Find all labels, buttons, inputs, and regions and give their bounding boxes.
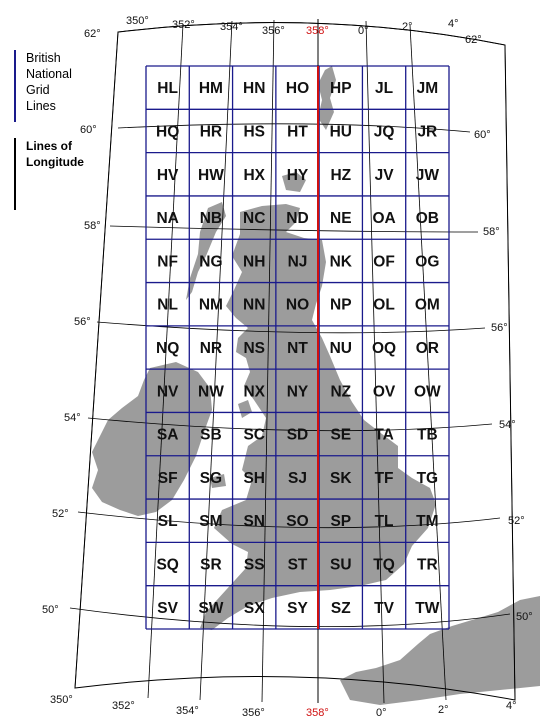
legend-longitude-line-1: Lines of [26, 139, 73, 153]
grid-square-sc: SC [243, 426, 265, 444]
land-isle-of-man [238, 400, 252, 418]
grid-square-tl: TL [374, 513, 394, 531]
grid-square-om: OM [414, 296, 440, 314]
lon-label-bottom: 356° [242, 707, 265, 719]
grid-square-nw: NW [198, 383, 224, 401]
grid-square-ny: NY [286, 383, 309, 401]
grid-square-or: OR [415, 340, 439, 357]
lon-label-top: 350° [126, 15, 149, 27]
grid-square-hr: HR [199, 123, 223, 141]
grid-square-tw: TW [415, 599, 440, 617]
grid-square-sq: SQ [156, 556, 179, 574]
grid-square-st: ST [287, 556, 308, 574]
lat-label-right: 50° [516, 611, 533, 623]
grid-square-tv: TV [374, 599, 394, 617]
grid-square-hv: HV [156, 166, 179, 184]
grid-square-hp: HP [330, 80, 352, 98]
grid-square-no: NO [285, 296, 310, 314]
grid-square-nz: NZ [330, 383, 352, 401]
grid-square-nr: NR [199, 340, 223, 357]
grid-square-nn: NN [243, 296, 266, 314]
lon-label-top: 2° [402, 21, 413, 33]
grid-square-jr: JR [417, 123, 438, 141]
grid-square-oa: OA [372, 210, 396, 228]
grid-square-jq: JQ [373, 123, 395, 141]
legend-grid-line-2: National [26, 67, 72, 81]
grid-square-ss: SS [243, 556, 265, 574]
grid-square-hq: HQ [156, 123, 180, 141]
lon-label-bottom: 354° [176, 705, 199, 717]
legend-grid-line-3: Grid [26, 83, 50, 97]
grid-square-nj: NJ [287, 253, 308, 271]
grid-square-hy: HY [286, 166, 309, 184]
grid-square-sb: SB [200, 426, 222, 444]
legend-grid-text [26, 50, 72, 114]
grid-square-ob: OB [415, 210, 439, 228]
lon-label-top: 0° [358, 25, 369, 37]
grid-square-sz: SZ [330, 599, 351, 617]
grid-square-oq: OQ [372, 340, 397, 357]
grid-square-hl: HL [157, 80, 178, 98]
grid-square-jl: JL [375, 80, 394, 98]
lat-label-right: 52° [508, 515, 525, 527]
land-ireland [92, 362, 212, 516]
grid-square-sw: SW [198, 599, 224, 617]
grid-square-ng: NG [199, 253, 223, 271]
grid-square-sa: SA [156, 426, 179, 444]
grid-square-nv: NV [156, 383, 179, 401]
lon-label-bottom: 350° [50, 694, 73, 706]
legend-longitude-line-2: Longitude [26, 155, 84, 169]
grid-square-se: SE [330, 426, 352, 444]
lon-label-bottom: 352° [112, 700, 135, 712]
grid-square-nl: NL [157, 296, 178, 314]
grid-square-sp: SP [330, 513, 352, 531]
grid-square-sx: SX [243, 599, 265, 617]
grid-square-jv: JV [374, 166, 394, 184]
grid-square-nh: NH [243, 253, 266, 271]
grid-square-tg: TG [416, 469, 439, 487]
lat-label-right: 60° [474, 129, 491, 141]
grid-square-nq: NQ [156, 340, 180, 357]
grid-square-jm: JM [416, 80, 439, 98]
grid-square-hn: HN [243, 80, 266, 98]
grid-square-ht: HT [287, 123, 308, 141]
lon-label-bottom: 4° [506, 700, 517, 712]
grid-square-ne: NE [330, 210, 352, 228]
grid-square-nu: NU [329, 340, 352, 357]
lat-label-left: 52° [52, 508, 69, 520]
grid-square-so: SO [286, 513, 309, 531]
grid-square-sv: SV [157, 599, 178, 617]
lat-label-right: 58° [483, 226, 500, 238]
grid-square-tf: TF [374, 469, 394, 487]
lat-label-right: 56° [491, 322, 508, 334]
grid-square-sm: SM [199, 513, 223, 531]
grid-square-ow: OW [414, 383, 441, 401]
meridian-line [505, 45, 515, 700]
grid-square-sy: SY [287, 599, 308, 617]
grid-square-ta: TA [374, 426, 394, 444]
legend-longitude-swatch [14, 138, 16, 210]
grid-square-sk: SK [330, 469, 352, 487]
grid-square-np: NP [330, 296, 352, 314]
lon-label-bottom: 358° [306, 707, 329, 719]
lat-label-left: 54° [64, 412, 81, 424]
grid-square-sh: SH [243, 469, 265, 487]
lon-label-top: 358° [306, 25, 329, 37]
lat-label-left: 58° [84, 220, 101, 232]
legend-grid-swatch [14, 50, 16, 122]
grid-square-hx: HX [243, 166, 265, 184]
grid-square-ho: HO [285, 80, 310, 98]
grid-square-of: OF [373, 253, 395, 271]
grid-square-hw: HW [198, 166, 224, 184]
grid-square-ns: NS [243, 340, 265, 357]
grid-square-sj: SJ [288, 469, 307, 487]
land-shetland [318, 66, 336, 130]
grid-square-ol: OL [373, 296, 395, 314]
legend-grid-line-1: British [26, 51, 61, 65]
grid-square-tq: TQ [373, 556, 395, 574]
grid-square-nb: NB [199, 210, 223, 228]
lon-label-top: 4° [448, 18, 459, 30]
grid-square-ov: OV [372, 383, 396, 401]
lat-label-left: 60° [80, 124, 97, 136]
grid-square-og: OG [415, 253, 440, 271]
lat-label-left: 50° [42, 604, 59, 616]
legend-grid-line-4: Lines [26, 99, 56, 113]
grid-square-nx: NX [243, 383, 265, 401]
grid-square-sg: SG [199, 469, 223, 487]
lon-label-top: 354° [220, 21, 243, 33]
grid-square-hm: HM [198, 80, 223, 98]
grid-square-sn: SN [243, 513, 265, 531]
grid-square-na: NA [156, 210, 179, 228]
grid-square-jw: JW [415, 166, 439, 184]
lat-label-left: 56° [74, 316, 91, 328]
grid-square-sr: SR [200, 556, 222, 574]
lon-label-bottom: 0° [376, 707, 387, 719]
grid-square-nt: NT [287, 340, 308, 357]
grid-square-nk: NK [329, 253, 352, 271]
grid-square-sd: SD [286, 426, 309, 444]
grid-square-tm: TM [416, 513, 439, 531]
lon-label-top: 356° [262, 25, 285, 37]
lat-label-right: 62° [465, 34, 482, 46]
grid-square-sl: SL [157, 513, 178, 531]
lon-label-bottom: 2° [438, 704, 449, 716]
lon-label-top: 352° [172, 19, 195, 31]
grid-square-nd: ND [286, 210, 309, 228]
grid-square-hs: HS [243, 123, 265, 141]
grid-square-sf: SF [157, 469, 178, 487]
lat-label-right: 54° [499, 419, 516, 431]
lat-label-left: 62° [84, 28, 101, 40]
grid-square-hu: HU [329, 123, 352, 141]
grid-square-tb: TB [417, 426, 438, 444]
grid-square-su: SU [330, 556, 352, 574]
grid-square-nc: NC [243, 210, 266, 228]
grid-square-tr: TR [417, 556, 438, 574]
grid-square-nm: NM [198, 296, 223, 314]
grid-square-hz: HZ [330, 166, 352, 184]
legend-longitude-text [26, 138, 84, 170]
grid-square-nf: NF [157, 253, 178, 271]
